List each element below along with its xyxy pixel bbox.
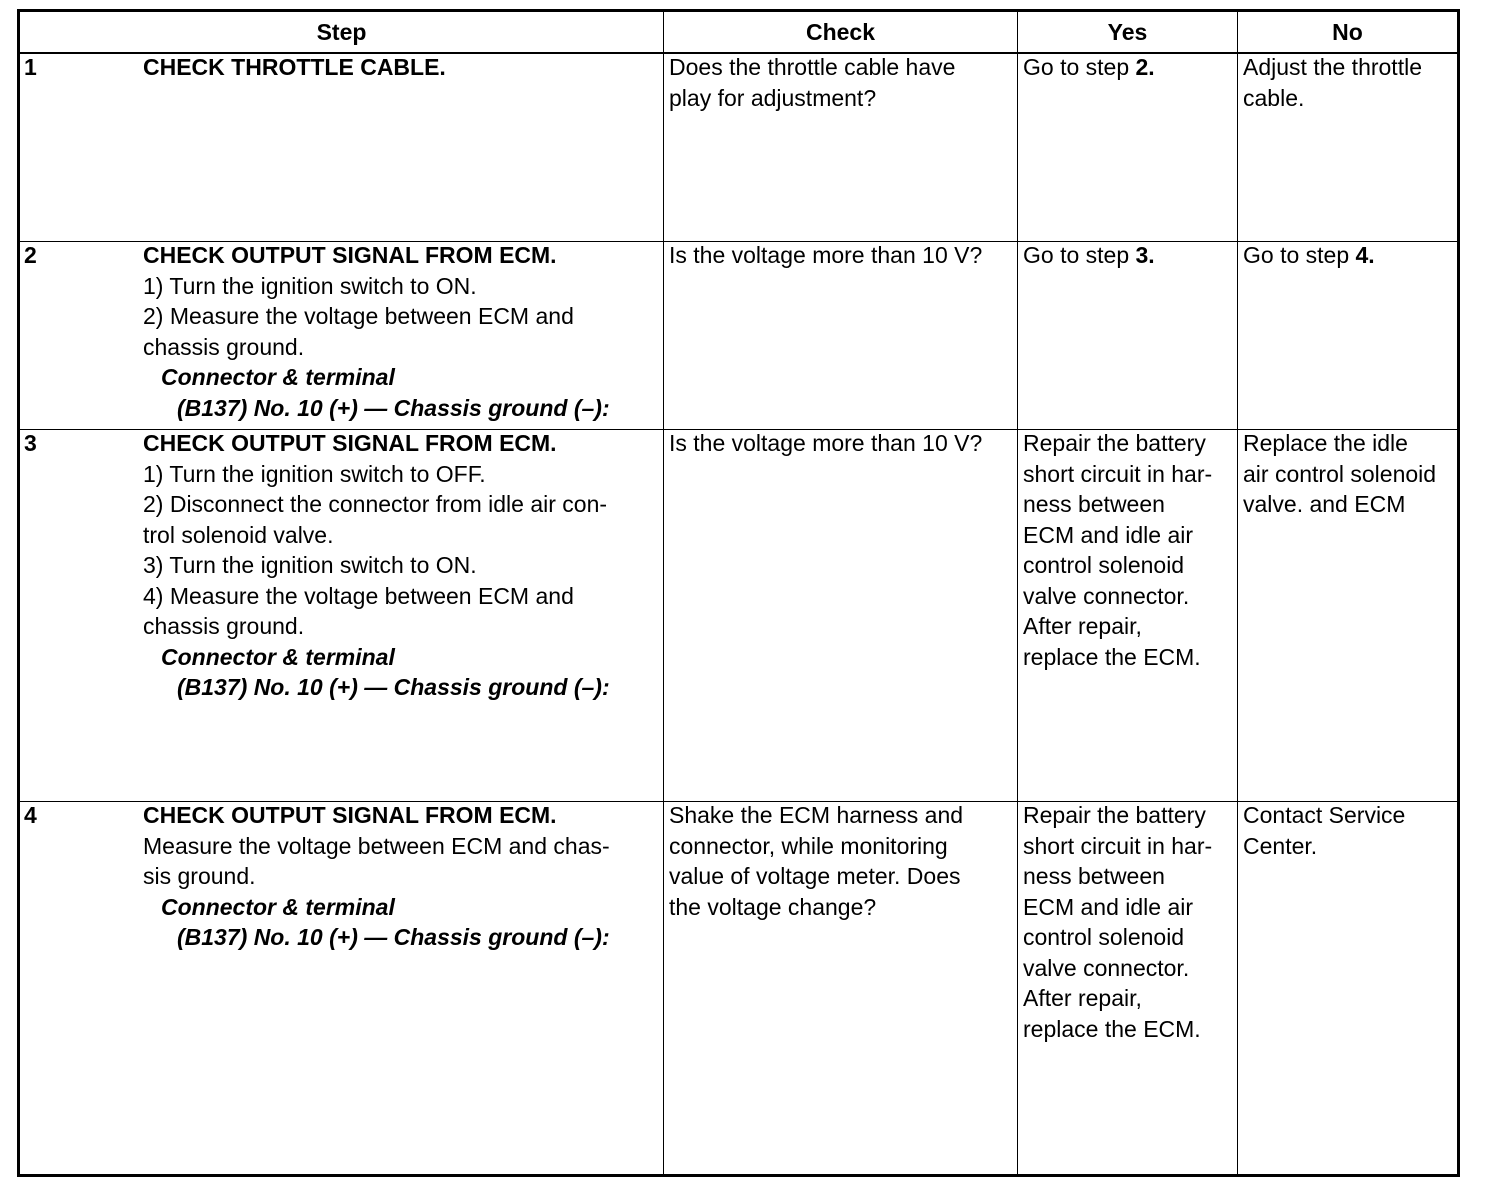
check-cell bbox=[664, 242, 1018, 430]
step-title: CHECK THROTTLE CABLE. bbox=[143, 54, 446, 80]
step-instruction: 3) Turn the ignition switch to ON. bbox=[143, 552, 477, 578]
yes-text-line: After repair, bbox=[1023, 985, 1142, 1011]
no-cell bbox=[1238, 53, 1459, 242]
connector-value: (B137) No. 10 (+) — Chassis ground (–): bbox=[177, 674, 610, 700]
check-text-line: Does the throttle cable have bbox=[669, 54, 956, 80]
step-cell bbox=[19, 802, 664, 1176]
step-instruction: 4) Measure the voltage between ECM and bbox=[143, 582, 574, 609]
no-cell bbox=[1238, 802, 1459, 1176]
table-row bbox=[19, 242, 1459, 430]
yes-text-line: control solenoid bbox=[1023, 924, 1185, 950]
no-step-ref: 4. bbox=[1355, 242, 1375, 268]
no-text-line: Adjust the throttle bbox=[1243, 54, 1422, 80]
step-instruction: chassis ground. bbox=[143, 613, 305, 639]
check-text-line: play for adjustment? bbox=[669, 84, 877, 111]
step-instruction: 2) Measure the voltage between ECM and bbox=[143, 303, 574, 329]
connector-heading: Connector & terminal bbox=[161, 364, 395, 390]
header-yes: Yes bbox=[1018, 11, 1238, 54]
yes-text-line: valve connector. bbox=[1023, 954, 1190, 981]
yes-text-line: short circuit in har- bbox=[1023, 832, 1213, 859]
header-check: Check bbox=[664, 11, 1018, 54]
check-cell bbox=[664, 802, 1018, 1176]
yes-text-line: ECM and idle air bbox=[1023, 893, 1194, 920]
table-row bbox=[19, 802, 1459, 1176]
yes-text-line: ness between bbox=[1023, 863, 1165, 889]
yes-text: Go to step bbox=[1023, 242, 1136, 268]
connector-heading: Connector & terminal bbox=[161, 893, 395, 920]
yes-text-line: ECM and idle air bbox=[1023, 521, 1194, 548]
no-cell bbox=[1238, 242, 1459, 430]
step-instruction: trol solenoid valve. bbox=[143, 521, 334, 548]
check-cell bbox=[664, 53, 1018, 242]
yes-text-line: replace the ECM. bbox=[1023, 643, 1201, 670]
no-text-line: Center. bbox=[1243, 832, 1318, 859]
yes-text-line: short circuit in har- bbox=[1023, 460, 1213, 487]
step-instruction: chassis ground. bbox=[143, 333, 305, 360]
yes-text-line: valve connector. bbox=[1023, 582, 1190, 609]
step-number: 1 bbox=[24, 54, 37, 80]
step-instruction: sis ground. bbox=[143, 863, 256, 889]
no-text-line: Replace the idle bbox=[1243, 430, 1408, 456]
step-instruction: 1) Turn the ignition switch to OFF. bbox=[143, 460, 486, 487]
step-cell bbox=[19, 242, 664, 430]
yes-text: Go to step bbox=[1023, 54, 1136, 80]
connector-value: (B137) No. 10 (+) — Chassis ground (–): bbox=[177, 924, 610, 950]
no-text: Go to step bbox=[1243, 242, 1356, 268]
step-title: CHECK OUTPUT SIGNAL FROM ECM. bbox=[143, 802, 557, 828]
yes-cell bbox=[1018, 53, 1238, 242]
step-instruction: 2) Disconnect the connector from idle air con- bbox=[143, 491, 608, 517]
yes-step-ref: 2. bbox=[1135, 54, 1155, 80]
no-text-line: air control solenoid bbox=[1243, 460, 1437, 487]
step-cell bbox=[19, 430, 664, 802]
header-no: No bbox=[1238, 11, 1459, 54]
header-step: Step bbox=[19, 11, 664, 54]
yes-cell bbox=[1018, 430, 1238, 802]
table-row bbox=[19, 53, 1459, 242]
check-cell bbox=[664, 430, 1018, 802]
no-cell bbox=[1238, 430, 1459, 802]
check-text-line: Is the voltage more than 10 V? bbox=[669, 242, 983, 268]
yes-cell bbox=[1018, 802, 1238, 1176]
yes-text-line: After repair, bbox=[1023, 613, 1142, 639]
check-text-line: connector, while monitoring bbox=[669, 832, 948, 859]
no-text-line: Contact Service bbox=[1243, 802, 1406, 828]
step-instruction: Measure the voltage between ECM and chas- bbox=[143, 832, 610, 859]
connector-heading: Connector & terminal bbox=[161, 643, 395, 670]
yes-text-line: Repair the battery bbox=[1023, 802, 1206, 828]
step-number: 4 bbox=[24, 802, 37, 828]
check-text-line: value of voltage meter. Does bbox=[669, 863, 961, 889]
check-text-line: Shake the ECM harness and bbox=[669, 802, 964, 828]
step-number: 2 bbox=[24, 242, 37, 268]
yes-text-line: control solenoid bbox=[1023, 552, 1185, 578]
step-title: CHECK OUTPUT SIGNAL FROM ECM. bbox=[143, 242, 557, 268]
yes-text-line: ness between bbox=[1023, 491, 1165, 517]
check-text-line: the voltage change? bbox=[669, 893, 877, 920]
no-text-line: valve. and ECM bbox=[1243, 491, 1406, 517]
yes-cell bbox=[1018, 242, 1238, 430]
connector-value: (B137) No. 10 (+) — Chassis ground (–): bbox=[177, 394, 610, 421]
step-number: 3 bbox=[24, 430, 37, 456]
step-title: CHECK OUTPUT SIGNAL FROM ECM. bbox=[143, 430, 557, 456]
check-text-line: Is the voltage more than 10 V? bbox=[669, 430, 983, 456]
no-text-line: cable. bbox=[1243, 84, 1305, 111]
table-header-row bbox=[19, 11, 1459, 54]
step-instruction: 1) Turn the ignition switch to ON. bbox=[143, 272, 477, 299]
diagnostic-table bbox=[17, 9, 1460, 1177]
step-cell bbox=[19, 53, 664, 242]
table-row bbox=[19, 430, 1459, 802]
yes-step-ref: 3. bbox=[1135, 242, 1155, 268]
yes-text-line: Repair the battery bbox=[1023, 430, 1206, 456]
yes-text-line: replace the ECM. bbox=[1023, 1015, 1201, 1042]
